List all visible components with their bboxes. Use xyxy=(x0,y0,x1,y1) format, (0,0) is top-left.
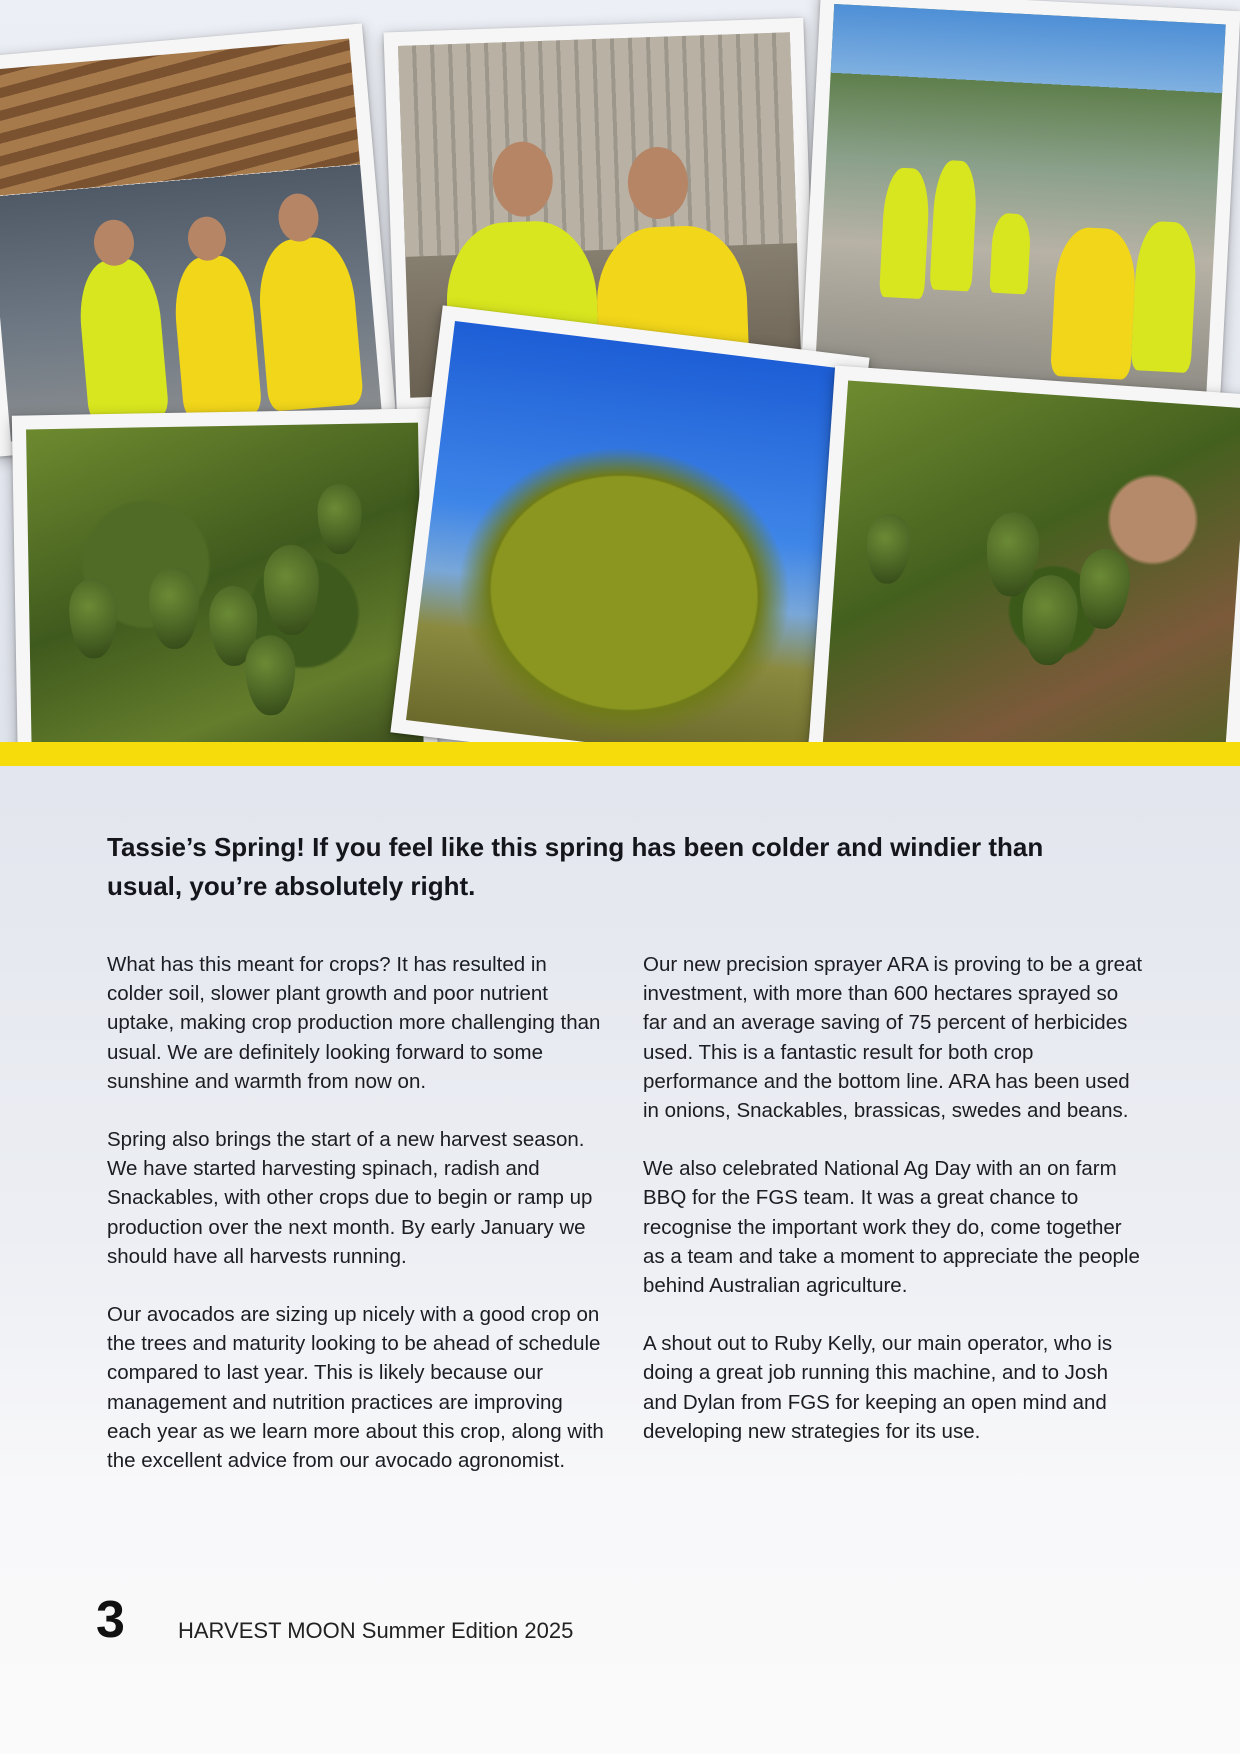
avocado-tree-sky-photo xyxy=(390,305,869,742)
paragraph-avocados: Our avocados are sizing up nicely with a good crop on the trees and maturity looking to be ahead of schedule compared to last year. This is likely because our management and nutrition practices are improving each year as we learn more about this crop, along with the excellent advice from our avocado agronomist. xyxy=(107,1303,604,1473)
avocados-on-tree-image xyxy=(26,423,424,742)
avocados-in-hand-image xyxy=(821,380,1240,742)
article-column-right xyxy=(643,950,1143,1475)
workers-under-shed-photo xyxy=(0,23,397,456)
paragraph-precision-sprayer: Our new precision sprayer ARA is proving to be a great investment, with more than 600 hectares sprayed so far and an average saving of 75 percent of herbicides used. This is a fantastic result for both crop performance and the bottom line. ARA has been used in onions, Snackables, brassicas, swedes and beans. xyxy=(643,953,1143,1123)
avocados-in-hand-photo xyxy=(806,366,1240,742)
paragraph-shout-out: A shout out to Ruby Kelly, our main operator, who is doing a great job running this machine, and to Josh and Dylan from FGS for keeping an open mind and developing new strategies for its use. xyxy=(643,1332,1113,1443)
article-column-left xyxy=(107,950,607,1504)
photo-collage xyxy=(0,0,1240,742)
article-headline: Tassie’s Spring! If you feel like this spring has been colder and windier than usual, you’re absolutely right. xyxy=(107,832,1044,901)
paragraph-harvest-season: Spring also brings the start of a new harvest season. We have started harvesting spinach, radish and Snackables, with other crops due to begin or ramp up production over the next month. By early January we should have all harvests running. xyxy=(107,1128,593,1268)
avocados-on-tree-photo xyxy=(12,408,438,742)
publication-title: HARVEST MOON Summer Edition 2025 xyxy=(178,1618,574,1643)
farm-bbq-image xyxy=(814,4,1225,406)
avocado-tree-sky-image xyxy=(406,321,854,742)
page-number: 3 xyxy=(96,1591,125,1649)
paragraph-national-ag-day: We also celebrated National Ag Day with an on farm BBQ for the FGS team. It was a great chance to recognise the important work they do, come together as a team and take a moment to appreciate the people behind Australian agriculture. xyxy=(643,1157,1140,1298)
paragraph-crops-impact: What has this meant for crops? It has resulted in colder soil, slower plant growth and poor nutrient uptake, making crop production more challenging than usual. We are definitely looking forward to some sunshine and warmth from now on. xyxy=(107,953,601,1093)
yellow-divider-bar xyxy=(0,742,1240,766)
workers-under-shed-image xyxy=(0,38,382,441)
